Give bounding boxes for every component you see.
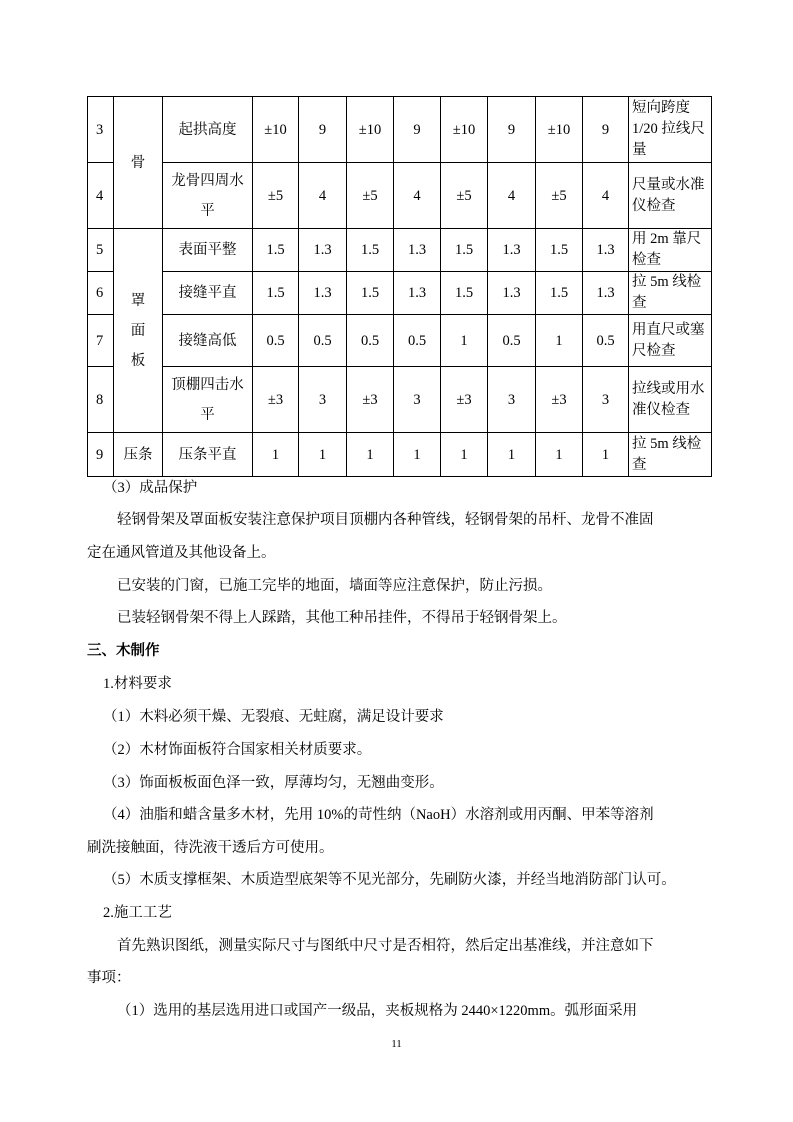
row-number: 8 (88, 367, 114, 433)
text-line: 定在通风管道及其他设备上。 (87, 545, 276, 561)
value-cell: 1.5 (441, 229, 488, 272)
value-cell: 0.5 (488, 315, 536, 367)
value-cell: 9 (394, 97, 441, 163)
value-cell: 1.5 (536, 272, 583, 315)
value-cell: 1.5 (441, 272, 488, 315)
value-cell: 1.3 (583, 272, 629, 315)
group-label (114, 229, 163, 433)
value-cell: ±3 (253, 367, 299, 433)
group-label: 压条 (114, 433, 163, 477)
value-cell: 1.5 (253, 229, 299, 272)
table-row (88, 272, 712, 315)
row-number: 6 (88, 272, 114, 315)
table-row (88, 367, 712, 433)
check-method: 短向跨度 1/20 拉线尺量 (629, 97, 712, 163)
value-cell: 4 (583, 163, 629, 229)
value-cell: 1.3 (299, 272, 347, 315)
table-row (88, 433, 712, 477)
value-cell: 4 (394, 163, 441, 229)
row-number: 3 (88, 97, 114, 163)
text-line: 已安装的门窗，已施工完毕的地面，墙面等应注意保护，防止污损。 (117, 578, 552, 594)
value-cell: 9 (583, 97, 629, 163)
value-cell: 1 (347, 433, 394, 477)
value-cell: ±5 (536, 163, 583, 229)
value-cell: 3 (488, 367, 536, 433)
group-label: 骨 (114, 97, 163, 229)
item-name: 接缝高低 (163, 315, 253, 367)
value-cell: 1 (394, 433, 441, 477)
value-cell: 0.5 (394, 315, 441, 367)
value-cell: 1.3 (299, 229, 347, 272)
row-number: 9 (88, 433, 114, 477)
value-cell: 4 (488, 163, 536, 229)
text-line: （1）选用的基层选用进口或国产一级品，夹板规格为 2440×1220mm。弧形面采用 (117, 1003, 638, 1019)
group-label-char: 板 (130, 352, 146, 369)
value-cell: ±3 (441, 367, 488, 433)
check-method: 拉 5m 线检查 (629, 272, 712, 315)
value-cell: ±10 (441, 97, 488, 163)
text-line: （3）饰面板板面色泽一致，厚薄均匀，无翘曲变形。 (103, 775, 444, 791)
text-line: 已装轻钢骨架不得上人踩踏，其他工种吊挂件，不得吊于轻钢骨架上。 (117, 610, 567, 626)
text-line: （2）木材饰面板符合国家相关材质要求。 (103, 742, 372, 758)
value-cell: 1.5 (536, 229, 583, 272)
value-cell: 1 (441, 315, 488, 367)
text-line: （3）成品保护 (103, 480, 198, 496)
value-cell: 3 (583, 367, 629, 433)
row-number: 4 (88, 163, 114, 229)
text-line: （5）木质支撑框架、木质造型底架等不见光部分，先刷防火漆，并经当地消防部门认可。 (103, 872, 676, 888)
value-cell: 3 (394, 367, 441, 433)
item-name: 压条平直 (163, 433, 253, 477)
value-cell: ±10 (347, 97, 394, 163)
item-name: 起拱高度 (163, 97, 253, 163)
value-cell: 1.3 (394, 229, 441, 272)
group-label-char: 面 (130, 322, 146, 339)
value-cell: ±10 (536, 97, 583, 163)
value-cell: 1.3 (583, 229, 629, 272)
table-row (88, 163, 712, 229)
value-cell: 1 (299, 433, 347, 477)
value-cell: 1 (488, 433, 536, 477)
section-heading: 三、木制作 (87, 643, 160, 659)
table-row (88, 229, 712, 272)
value-cell: 1 (536, 315, 583, 367)
value-cell: ±5 (441, 163, 488, 229)
value-cell: ±3 (536, 367, 583, 433)
value-cell: 1 (253, 433, 299, 477)
item-name: 龙骨四周水平 (163, 163, 253, 229)
value-cell: 0.5 (253, 315, 299, 367)
check-method: 拉线或用水准仪检查 (629, 367, 712, 433)
item-name: 表面平整 (163, 229, 253, 272)
text-line: 轻钢骨架及罩面板安装注意保护项目顶棚内各种管线，轻钢骨架的吊杆、龙骨不准固 (117, 512, 654, 528)
check-method: 拉 5m 线检查 (629, 433, 712, 477)
value-cell: 0.5 (583, 315, 629, 367)
check-method: 用直尺或塞尺检查 (629, 315, 712, 367)
row-number: 7 (88, 315, 114, 367)
value-cell: 3 (299, 367, 347, 433)
value-cell: 1.3 (488, 272, 536, 315)
check-method: 尺量或水准仪检查 (629, 163, 712, 229)
value-cell: ±5 (347, 163, 394, 229)
group-label-char: 罩 (130, 292, 146, 309)
value-cell: ±5 (253, 163, 299, 229)
value-cell: 1 (583, 433, 629, 477)
value-cell: 1.5 (347, 272, 394, 315)
page-number: 11 (391, 1038, 402, 1050)
value-cell: 0.5 (299, 315, 347, 367)
text-line: 1.材料要求 (103, 676, 172, 692)
value-cell: 1.5 (347, 229, 394, 272)
value-cell: 9 (488, 97, 536, 163)
text-line: 首先熟识图纸，测量实际尺寸与图纸中尺寸是否相符，然后定出基准线，并注意如下 (117, 938, 654, 954)
text-line: 事项： (87, 970, 131, 986)
check-method: 用 2m 靠尺检查 (629, 229, 712, 272)
value-cell: 4 (299, 163, 347, 229)
value-cell: 1 (536, 433, 583, 477)
tolerance-table (87, 96, 712, 477)
row-number: 5 (88, 229, 114, 272)
text-line: 2.施工工艺 (103, 905, 172, 921)
value-cell: 1 (441, 433, 488, 477)
value-cell: ±3 (347, 367, 394, 433)
value-cell: 1.3 (488, 229, 536, 272)
value-cell: 9 (299, 97, 347, 163)
item-name: 接缝平直 (163, 272, 253, 315)
value-cell: 1.3 (394, 272, 441, 315)
text-line: 刷洗接触面，待洗液干透后方可使用。 (87, 840, 334, 856)
table-row (88, 97, 712, 163)
value-cell: 0.5 (347, 315, 394, 367)
text-line: （1）木料必须干燥、无裂痕、无蛀腐，满足设计要求 (103, 709, 444, 725)
value-cell: ±10 (253, 97, 299, 163)
table-row (88, 315, 712, 367)
item-name: 顶棚四击水平 (163, 367, 253, 433)
text-line: （4）油脂和蜡含量多木材，先用 10%的苛性纳（NaoH）水溶剂或用丙酮、甲苯等溶剂 (103, 807, 654, 823)
value-cell: 1.5 (253, 272, 299, 315)
